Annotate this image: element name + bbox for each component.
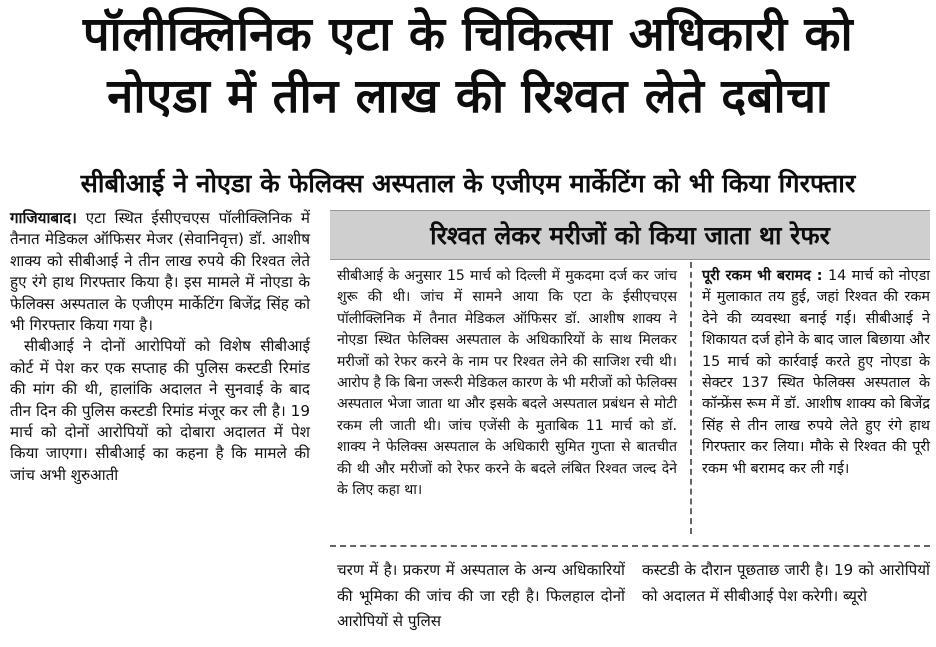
bottom-column-2: [642, 558, 930, 609]
right-paragraph: [702, 266, 930, 480]
left-paragraph-1-text: एटा स्थित ईसीएचएस पॉलीक्लिनिक में तैनात मेडिकल ऑफिसर मेजर (सेवानिवृत्त) डॉ. आशीष शाक्य को सीबीआई ने तीन लाख रुपये की रिश्वत लेते हुए रंगे हाथ गिरफ्तार किया है। इस मामले में नोएडा के फेलिक्स अस्पताल के एजीएम मार्केटिंग बिजेंद्र सिंह को भी गिरफ्तार किया गया है।: [10, 209, 310, 335]
subheadline: सीबीआई ने नोएडा के फेलिक्स अस्पताल के एजीएम मार्केटिंग को भी किया गिरफ्तार: [80, 169, 856, 199]
headline-line-1: पॉलीक्लिनिक एटा के चिकित्सा अधिकारी को: [82, 7, 854, 62]
box-title: रिश्वत लेकर मरीजों को किया जाता था रेफर: [330, 210, 930, 260]
vertical-divider: [690, 262, 692, 534]
left-paragraph-2: सीबीआई ने दोनों आरोपियों को विशेष सीबीआई कोर्ट में पेश कर एक सप्ताह की पुलिस कस्टडी रिमांड की मांग की थी, हालांकि अदालत ने सुनवाई के बाद तीन दिन की पुलिस कस्टडी रिमांड मंजूर कर ली है। 19 मार्च को दोनों आरोपियों को दोबारा अदालत में पेश किया जाएगा। सीबीआई का कहना है कि मामले की जांच अभी शुरुआती: [10, 337, 310, 484]
bottom-column-1: [337, 558, 625, 635]
bottom-paragraph-2: कस्टडी के दौरान पूछताछ जारी है। 19 को आरोपियों को अदालत में सीबीआई पेश करेगी। ब्यूरो: [642, 561, 930, 605]
left-paragraph-1: [10, 208, 310, 336]
headline: [0, 4, 936, 128]
horizontal-divider: [330, 545, 930, 547]
headline-line-2: नोएडा में तीन लाख की रिश्वत लेते दबोचा: [107, 69, 829, 124]
dateline: गाजियाबाद।: [10, 209, 77, 227]
left-column: [10, 208, 310, 486]
middle-column: [337, 266, 677, 501]
right-lead: पूरी रकम भी बरामद :: [702, 268, 823, 284]
right-column: [702, 266, 930, 480]
middle-paragraph: सीबीआई के अनुसार 15 मार्च को दिल्ली में मुकदमा दर्ज कर जांच शुरू की थी। जांच में सामने आया कि एटा के ईसीएचएस पॉलीक्लिनिक में तैनात मेडिकल ऑफिसर डॉ. आशीष शाक्य ने नोएडा स्थित फेलिक्स अस्पताल के अधिकारियों के साथ मिलकर मरीजों को रेफर करने के नाम पर रिश्वत लेने की साजिश रची थी। आरोप है कि बिना जरूरी मेडिकल कारण के भी मरीजों को फेलिक्स अस्पताल भेजा जाता था और इसके बदले अस्पताल प्रबंधन से मोटी रकम ली जाती थी। जांच एजेंसी के मुताबिक 11 मार्च को डॉ. शाक्य ने फेलिक्स अस्पताल के अधिकारी सुमित गुप्ता से बातचीत की थी और मरीजों को रेफर करने के बदले लंबित रिश्वत जल्द देने के लिए कहा था।: [337, 268, 677, 499]
right-paragraph-text: 14 मार्च को नोएडा में मुलाकात तय हुई, जहां रिश्वत की रकम देने की व्यवस्था बनाई गई। सीबीआई ने शिकायत दर्ज होने के बाद जाल बिछाया और 15 मार्च को कार्रवाई करते हुए नोएडा के सेक्टर 137 स्थित फेलिक्स अस्पताल के कॉन्फ्रेंस रूम में डॉ. आशीष शाक्य को बिजेंद्र सिंह से तीन लाख रुपये लेते हुए रंगे हाथ गिरफ्तार कर लिया। मौके से रिश्वत की पूरी रकम भी बरामद कर ली गई।: [702, 268, 930, 477]
bottom-paragraph-1: चरण में है। प्रकरण में अस्पताल के अन्य अधिकारियों की भूमिका की जांच की जा रही है। फिलहाल दोनों आरोपियों से पुलिस: [337, 561, 625, 630]
